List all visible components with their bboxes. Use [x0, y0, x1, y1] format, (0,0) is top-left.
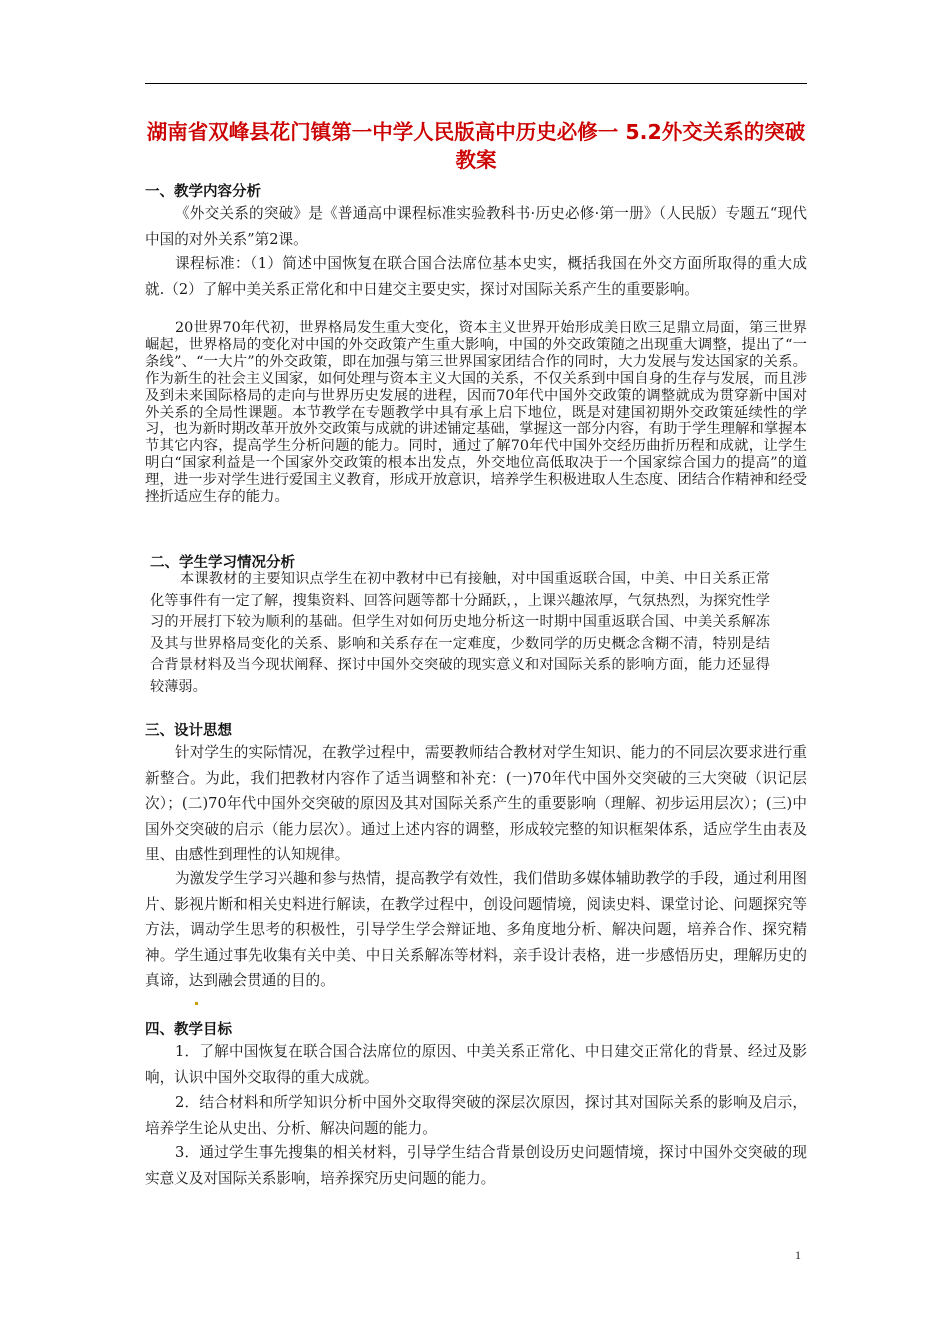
- objective-3: 3．通过学生事先搜集的相关材料，引导学生结合背景创设历史问题情境，探讨中国外交突破的现实意义及对国际关系影响，培养探究历史问题的能力。: [145, 1144, 807, 1187]
- section-1-heading: 一、教学内容分析: [145, 184, 261, 200]
- section-2-heading: 二、学生学习情况分析: [150, 555, 295, 571]
- document-title: 湖南省双峰县花门镇第一中学人民版高中历史必修一 5.2外交关系的突破 教案: [146, 120, 806, 172]
- section-1-paragraph-3: 20世界70年代初，世界格局发生重大变化，资本主义世界开始形成美日欧三足鼎立局面，第三世界崛起，世界格局的变化对中国的外交政策产生重大影响，中国的外交政策随之出现重大调整，提出了“一条线”、“一大片”的外交政策，即在加强与第三世界国家团结合作的同时，大力发展与发达国家的关系。作为新生的社会主义国家，如何处理与资本主义大国的关系，不仅关系到中国自身的生存与发展，而且涉及到未来国际格局的走向与世界历史发展的进程，因而70年代中国外交政策的调整就成为贯穿新中国对外关系的全局性课题。本节教学在专题教学中具有承上启下地位，既是对建国初期外交政策延续性的学习，也为新时期改革开放外交政策与成就的讲述铺定基础，掌握这一部分内容，有助于学生理解和掌握本节其它内容，提高学生分析问题的能力。同时，通过了解70年代中国外交经历曲折历程和成就，让学生明白“国家利益是一个国家外交政策的根本出发点，外交地位高低取决于一个国家综合国力的提高”的道理，进一步对学生进行爱国主义教育，形成开放意识，培养学生积极进取人生态度、团结合作精神和经受挫折适应生存的能力。: [145, 320, 807, 506]
- section-3-paragraph-1: 针对学生的实际情况，在教学过程中，需要教师结合教材对学生知识、能力的不同层次要求进行重新整合。为此，我们把教材内容作了适当调整和补充：(一)70年代中国外交突破的三大突破（识记层次）；(二)70年代中国外交突破的原因及其对国际关系产生的重要影响（理解、初步运用层次）；(三)中国外交突破的启示（能力层次）。通过上述内容的调整，形成较完整的知识框架体系，适应学生由表及里、由感性到理性的认知规律。: [145, 744, 807, 863]
- objective-2: 2．结合材料和所学知识分析中国外交取得突破的深层次原因，探讨其对国际关系的影响及启示，培养学生论从史出、分析、解决问题的能力。: [145, 1094, 807, 1137]
- objective-1: 1．了解中国恢复在联合国合法席位的原因、中美关系正常化、中日建交正常化的背景、经过及影响，认识中国外交取得的重大成就。: [145, 1043, 807, 1086]
- section-4-heading: 四、教学目标: [145, 1022, 232, 1038]
- section-1-paragraph-1: 《外交关系的突破》是《普通高中课程标准实验教科书·历史必修·第一册》（人民版）专题五“现代中国的对外关系”第2课。: [145, 205, 807, 248]
- section-1-paragraph-2: 课程标准：（1）简述中国恢复在联合国合法席位基本史实，概括我国在外交方面所取得的重大成就.（2）了解中美关系正常化和中日建交主要史实，探讨对国际关系产生的重要影响。: [145, 255, 807, 298]
- page-number: 1: [795, 1248, 801, 1262]
- section-3-heading: 三、设计思想: [145, 723, 232, 739]
- section-3-paragraph-2: 为激发学生学习兴趣和参与热情，提高教学有效性，我们借助多媒体辅助教学的手段，通过利用图片、影视片断和相关史料进行解读，在教学过程中，创设问题情境，阅读史料、课堂讨论、问题探究等方法，调动学生思考的积极性，引导学生学会辩证地、多角度地分析、解决问题，培养合作、探究精神。学生通过事先收集有关中美、中日关系解冻等材料，亲手设计表格，进一步感悟历史，理解历史的真谛，达到融会贯通的目的。: [145, 870, 807, 989]
- section-2-paragraph-1: 本课教材的主要知识点学生在初中教材中已有接触，对中国重返联合国，中美、中日关系正常化等事件有一定了解，搜集资料、回答问题等都十分踊跃，，上课兴趣浓厚，气氛热烈，为探究性学习的开展打下较为顺利的基础。但学生对如何历史地分析这一时期中国重返联合国、中美关系解冻及其与世界格局变化的关系、影响和关系存在一定难度，少数同学的历史概念含糊不清，特别是结合背景材料及当今现状阐释、探讨中国外交突破的现实意义和对国际关系的影响方面，能力还显得较薄弱。: [150, 571, 770, 695]
- stray-mark: [195, 1002, 198, 1005]
- header-rule: [145, 83, 807, 84]
